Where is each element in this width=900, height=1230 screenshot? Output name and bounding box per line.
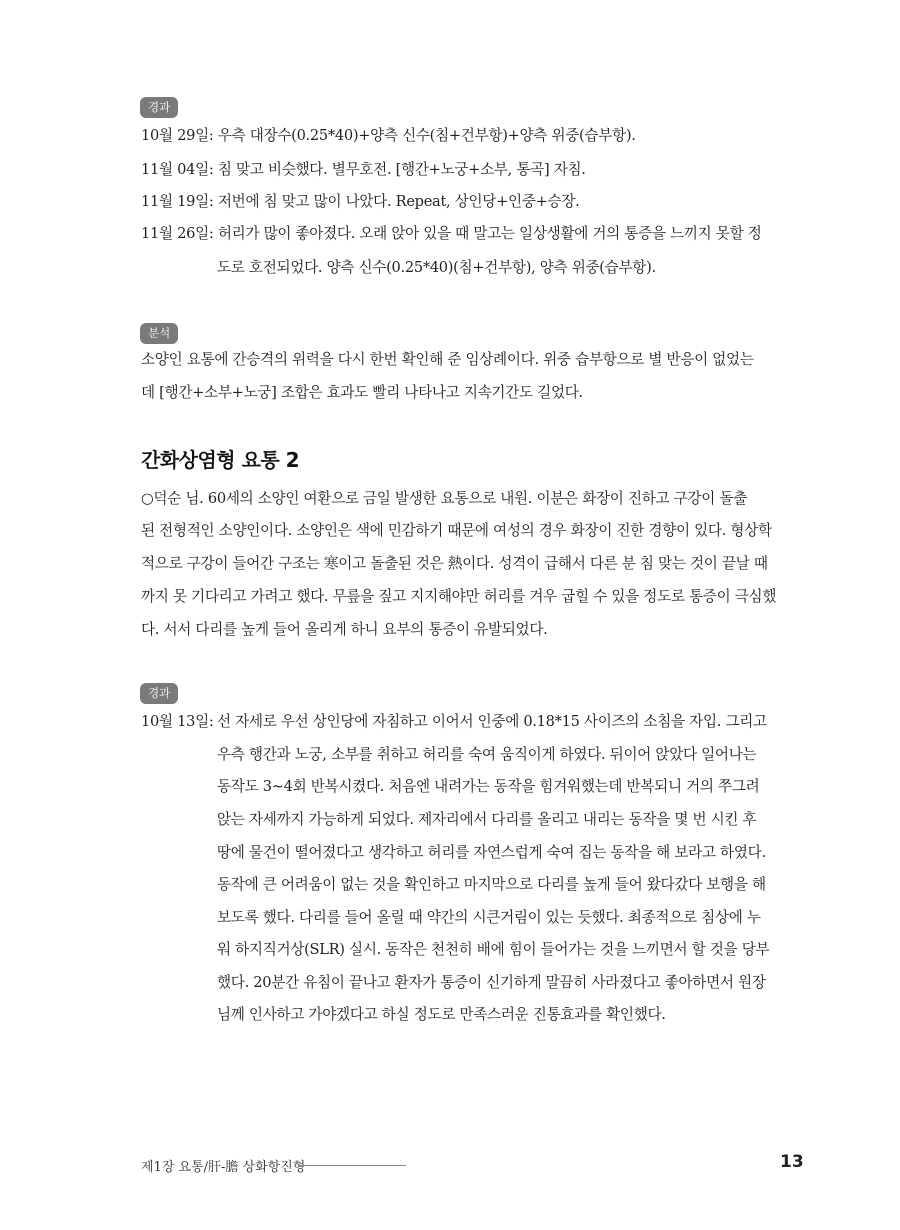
entry-date: 10월 13일: — [141, 713, 214, 730]
entry-line: 했다. 20분간 유침이 끝나고 환자가 통증이 신기하게 말끔히 사라졌다고 좋아하면서 원장 — [217, 974, 766, 991]
progress-entry — [141, 158, 586, 182]
analysis-line: 데 [행간+소부+노궁] 조합은 효과도 빨리 나타나고 지속기간도 길었다. — [141, 384, 583, 401]
entry-date: 11월 04일: — [141, 161, 214, 178]
entry-text: 허리가 많이 좋아졌다. 오래 앉아 있을 때 말고는 일상생활에 거의 통증을 느끼지 못할 정 — [217, 225, 762, 242]
entry-text: 저번에 침 맞고 많이 나았다. Repeat, 상인당+인중+승장. — [217, 193, 580, 210]
entry-line: 우측 행간과 노궁, 소부를 취하고 허리를 숙여 움직이게 하였다. 뒤이어 앉았다 일어나는 — [217, 746, 757, 763]
page-number: 13 — [780, 1152, 804, 1172]
entry-line: 동작도 3~4회 반복시켰다. 처음엔 내려가는 동작을 힘겨워했는데 반복되니 거의 쭈그려 — [217, 778, 760, 795]
entry-line: 동작에 큰 어려움이 없는 것을 확인하고 마지막으로 다리를 높게 들어 왔다갔다 보행을 해 — [217, 876, 766, 893]
entry-text: 우측 대장수(0.25*40)+양측 신수(침+건부항)+양측 위중(습부항). — [217, 127, 636, 144]
chapter-footer: 제1장 요통/肝-膽 상화항진형 — [141, 1160, 306, 1175]
intro-line: 까지 못 기다리고 가려고 했다. 무릎을 짚고 지지해야만 허리를 겨우 굽힐 수 있을 정도로 통증이 극심했 — [141, 588, 777, 605]
intro-line: 된 전형적인 소양인이다. 소양인은 색에 민감하기 때문에 여성의 경우 화장이 진한 경향이 있다. 형상학 — [141, 522, 772, 539]
progress-entry — [141, 124, 636, 148]
entry-date: 10월 29일: — [141, 127, 214, 144]
entry-line: 땅에 물건이 떨어졌다고 생각하고 허리를 자연스럽게 숙여 집는 동작을 해 보라고 하였다. — [217, 844, 766, 861]
entry-date: 11월 19일: — [141, 193, 214, 210]
entry-continuation: 도로 호전되었다. 양측 신수(0.25*40)(침+건부항), 양측 위중(습부항). — [217, 259, 656, 276]
progress-entry — [141, 190, 579, 214]
intro-line: 적으로 구강이 들어간 구조는 寒이고 돌출된 것은 熱이다. 성격이 급해서 다른 분 침 맞는 것이 끝날 때 — [141, 555, 768, 572]
entry-line: 보도록 했다. 다리를 들어 올릴 때 약간의 시큰거림이 있는 듯했다. 최종적으로 침상에 누 — [217, 909, 761, 926]
footer-rule — [298, 1165, 406, 1166]
section-heading: 간화상염형 요통 2 — [141, 448, 300, 472]
intro-line: ○덕순 님. 60세의 소양인 여환으로 금일 발생한 요통으로 내원. 이분은 화장이 진하고 구강이 돌출 — [141, 490, 748, 507]
entry-date: 11월 26일: — [141, 225, 214, 242]
entry-line: 님께 인사하고 가야겠다고 하실 정도로 만족스러운 진통효과를 확인했다. — [217, 1006, 666, 1023]
progress-badge: 경과 — [140, 683, 178, 704]
analysis-line: 소양인 요통에 간승격의 위력을 다시 한번 확인해 준 임상례이다. 위중 습부항으로 별 반응이 없었는 — [141, 351, 754, 368]
progress-entry — [141, 222, 762, 246]
entry-line: 앉는 자세까지 가능하게 되었다. 제자리에서 다리를 올리고 내리는 동작을 몇 번 시킨 후 — [217, 811, 757, 828]
entry-text: 침 맞고 비슷했다. 별무호전. [행간+노궁+소부, 통곡] 자침. — [217, 161, 586, 178]
entry-line: 워 하지직거상(SLR) 실시. 동작은 천천히 배에 힘이 들어가는 것을 느끼면서 할 것을 당부 — [217, 941, 770, 958]
entry-line: 선 자세로 우선 상인당에 자침하고 이어서 인중에 0.18*15 사이즈의 소침을 자입. 그리고 — [217, 713, 767, 730]
intro-line: 다. 서서 다리를 높게 들어 올리게 하니 요부의 통증이 유발되었다. — [141, 621, 548, 638]
progress-badge: 경과 — [140, 97, 178, 118]
analysis-badge: 분석 — [140, 323, 178, 344]
